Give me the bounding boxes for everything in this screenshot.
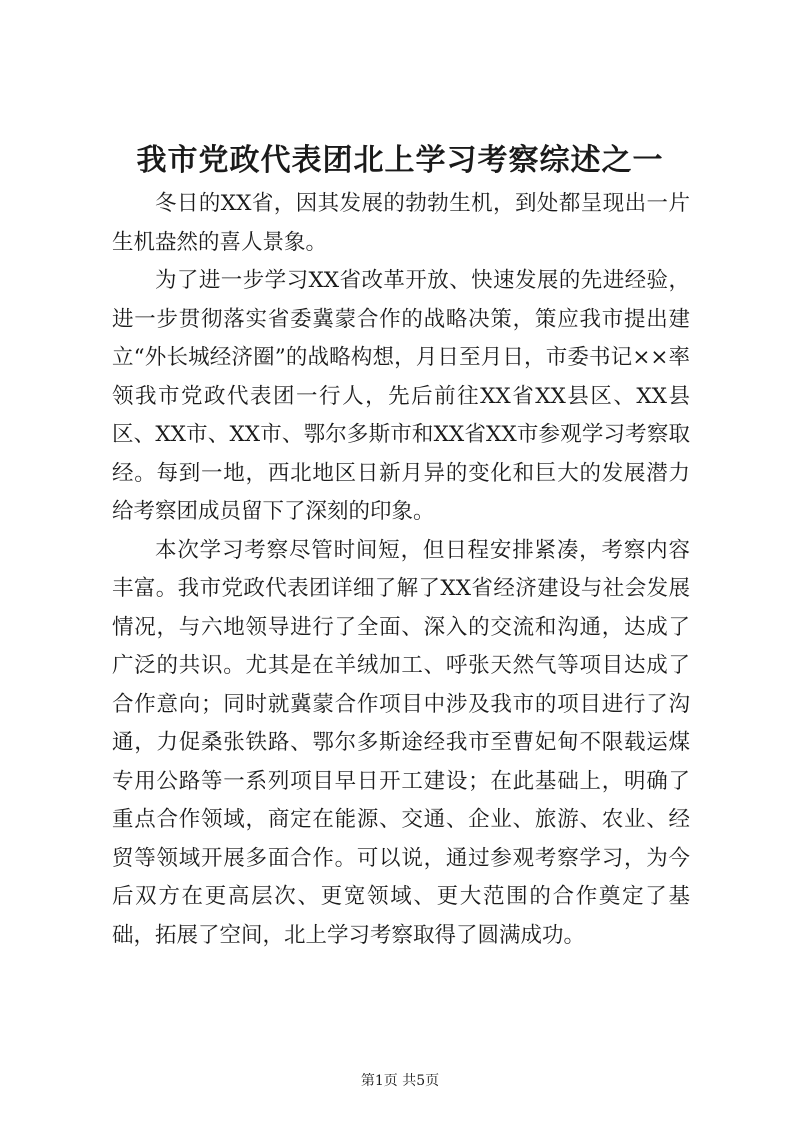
document-title: 我市党政代表团北上学习考察综述之一 [136,143,664,178]
paragraph-2: 为了进一步学习XX省改革开放、快速发展的先进经验，进一步贯彻落实省委冀蒙合作的战略决策，策应我市提出建立“外长城经济圈”的战略构想，月日至月日，市委书记××率领我市党政代表团一行人，先后前往XX省XX县区、XX县区、XX市、XX市、鄂尔多斯市和XX省XX市参观学习考察取经。每到一地，西北地区日新月异的变化和巨大的发展潜力给考察团成员留下了深刻的印象。 [112,268,690,524]
page-number-footer: 第1页 共5页 [360,1073,440,1089]
paragraph-3: 本次学习考察尽管时间短，但日程安排紧凑，考察内容丰富。我市党政代表团详细了解了XX省经济建设与社会发展情况，与六地领导进行了全面、深入的交流和沟通，达成了广泛的共识。尤其是在羊绒加工、呼张天然气等项目达成了合作意向；同时就冀蒙合作项目中涉及我市的项目进行了沟通，力促桑张铁路、鄂尔多斯途经我市至曹妃甸不限载运煤专用公路等一系列项目早日开工建设；在此基础上，明确了重点合作领域，商定在能源、交通、企业、旅游、农业、经贸等领域开展多面合作。可以说，通过参观考察学习，为今后双方在更高层次、更宽领域、更大范围的合作奠定了基础，拓展了空间，北上学习考察取得了圆满成功。 [112,537,690,948]
paragraph-1: 冬日的XX省，因其发展的勃勃生机，到处都呈现出一片生机盎然的喜人景象。 [112,191,690,255]
document-body [112,185,690,955]
